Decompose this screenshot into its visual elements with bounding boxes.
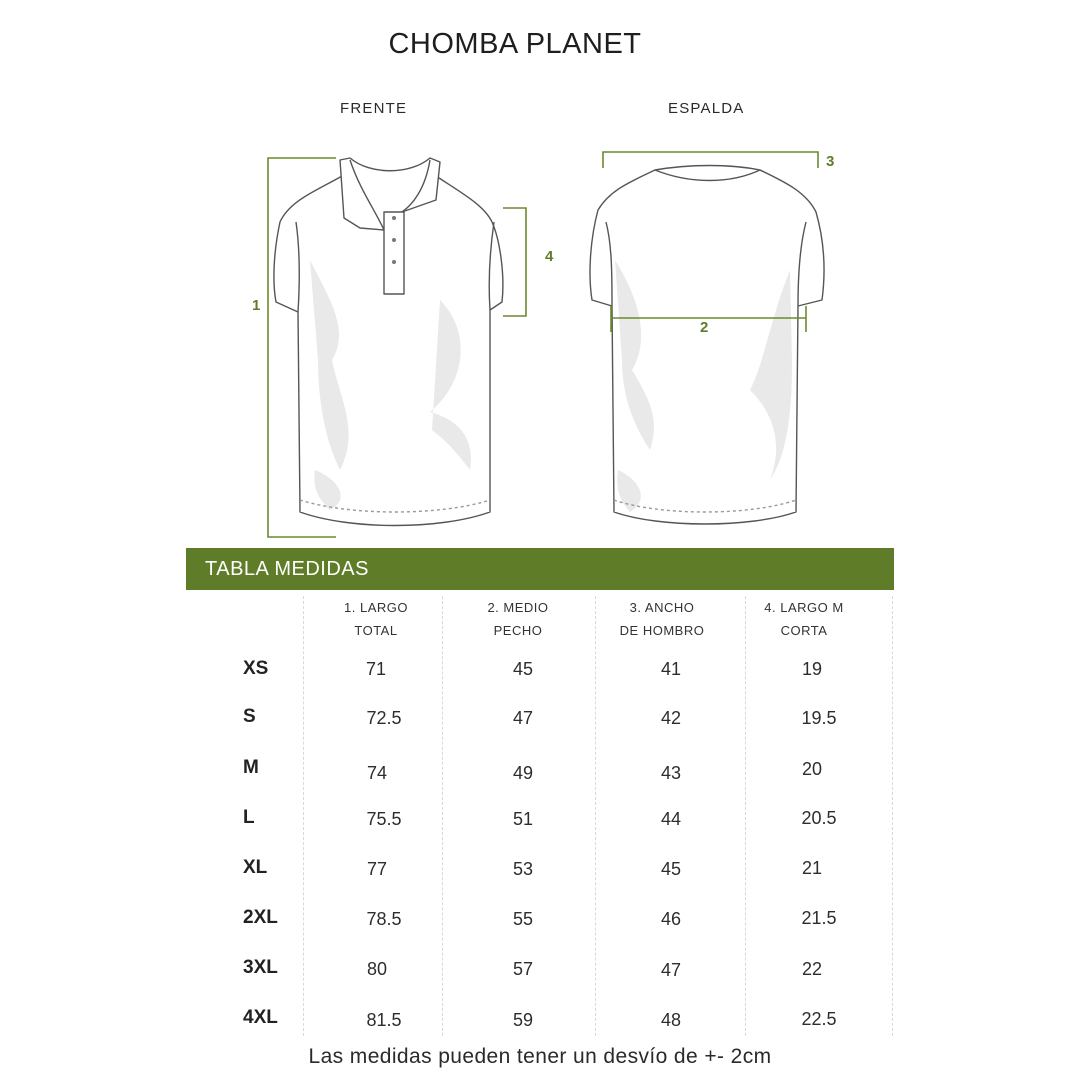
table-cell: 74 (366, 763, 388, 783)
table-cell: 47 (660, 960, 682, 980)
table-cell: 21.5 (801, 908, 837, 928)
column-header-ancho-hombro: 3. ANCHO DE HOMBRO (619, 600, 705, 638)
footnote: Las medidas pueden tener un desvío de +- 2cm (308, 1045, 772, 1068)
table-cell: 77 (366, 859, 388, 879)
table-cell: 59 (512, 1010, 534, 1030)
page-title: CHOMBA PLANET (388, 28, 642, 60)
size-label: M (243, 757, 259, 778)
table-cell: 21 (801, 858, 823, 878)
table-cell: 53 (512, 859, 534, 879)
table-cell: 51 (512, 809, 534, 829)
column-divider (745, 596, 746, 1036)
column-header-medio-pecho: 2. MEDIO PECHO (487, 600, 549, 638)
table-cell: 46 (660, 909, 682, 929)
size-label: XS (243, 658, 269, 679)
back-view-label: ESPALDA (668, 100, 745, 117)
table-cell: 45 (512, 659, 534, 679)
column-header-largo-total: 1. LARGO TOTAL (344, 600, 408, 638)
column-divider (303, 596, 304, 1036)
table-cell: 42 (660, 708, 682, 728)
size-label: S (243, 706, 256, 727)
table-cell: 20.5 (801, 808, 837, 828)
table-cell: 45 (660, 859, 682, 879)
column-divider (442, 596, 443, 1036)
dimension-marker-2: 2 (700, 319, 709, 336)
dimension-marker-3: 3 (826, 153, 835, 170)
table-cell: 81.5 (366, 1010, 402, 1030)
table-cell: 48 (660, 1010, 682, 1030)
table-cell: 71 (365, 659, 387, 679)
front-shirt-illustration (274, 158, 503, 526)
dimension-marker-1: 1 (252, 297, 261, 314)
dimension-marker-4: 4 (545, 248, 554, 265)
table-cell: 22 (801, 959, 823, 979)
table-cell: 72.5 (366, 708, 402, 728)
table-cell: 55 (512, 909, 534, 929)
table-heading-bar: TABLA MEDIDAS (186, 548, 894, 590)
table-cell: 22.5 (801, 1009, 837, 1029)
size-label: L (243, 807, 255, 828)
table-cell: 75.5 (366, 809, 402, 829)
table-cell: 57 (512, 959, 534, 979)
table-cell: 49 (512, 763, 534, 783)
table-cell: 19 (801, 659, 823, 679)
size-label: 2XL (243, 907, 278, 928)
table-cell: 20 (801, 759, 823, 779)
front-view-label: FRENTE (340, 100, 408, 117)
table-cell: 41 (660, 659, 682, 679)
table-cell: 19.5 (801, 708, 837, 728)
table-cell: 78.5 (366, 909, 402, 929)
size-label: 4XL (243, 1007, 278, 1028)
column-header-largo-manga: 4. LARGO M CORTA (764, 600, 844, 638)
back-shirt-illustration (590, 166, 824, 525)
column-divider (892, 596, 893, 1036)
size-label: 3XL (243, 957, 278, 978)
table-cell: 43 (660, 763, 682, 783)
size-label: XL (243, 857, 268, 878)
table-cell: 44 (660, 809, 682, 829)
table-cell: 80 (366, 959, 388, 979)
column-divider (595, 596, 596, 1036)
table-cell: 47 (512, 708, 534, 728)
